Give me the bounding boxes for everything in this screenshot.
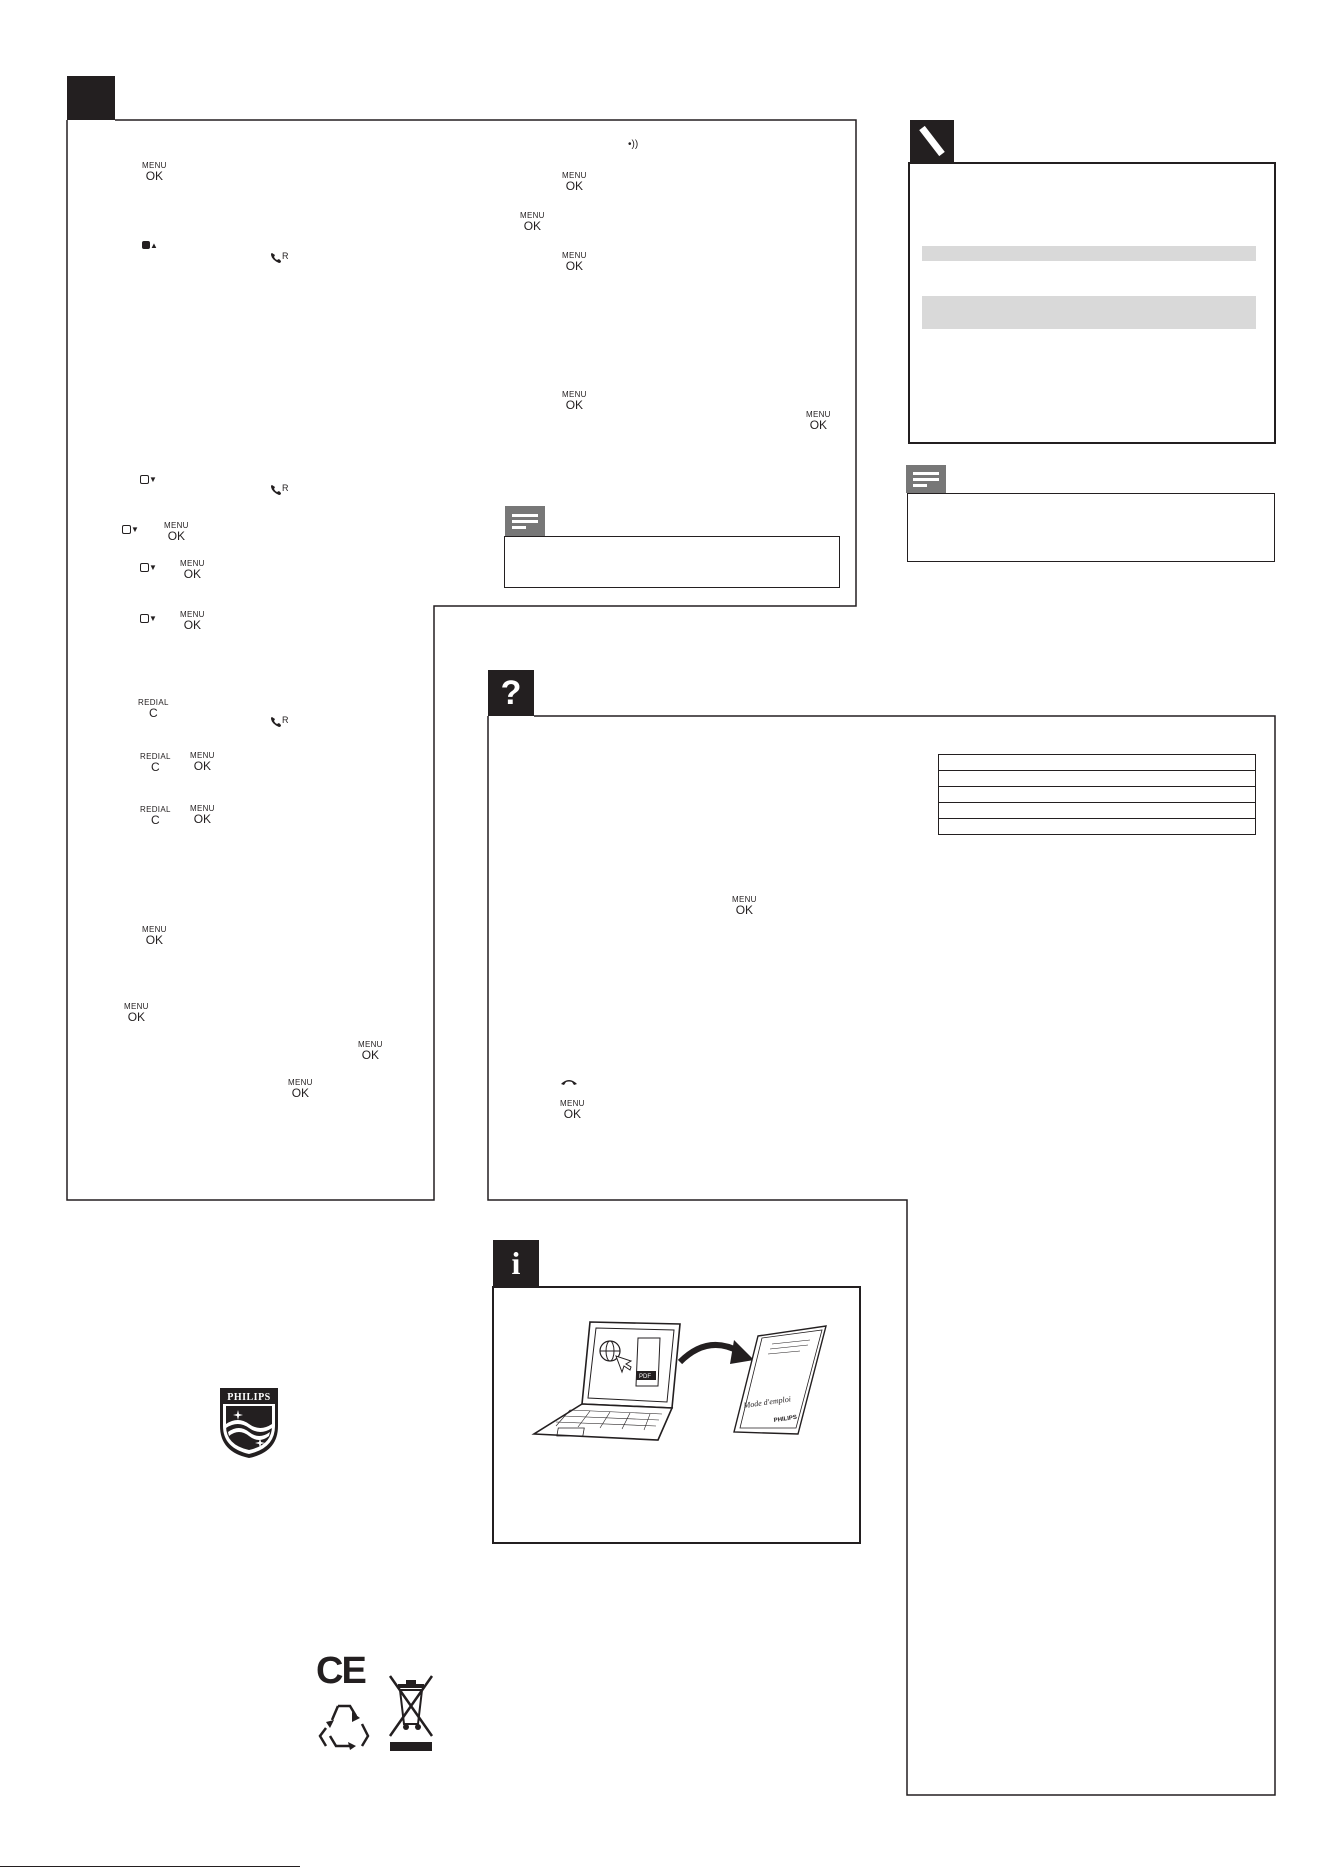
svg-text:Mode d'emploi: Mode d'emploi bbox=[743, 1394, 792, 1410]
menu-ok-key-17: MENU OK bbox=[560, 1099, 585, 1121]
phonebook-down-icon-4: ▼ bbox=[140, 613, 157, 624]
recycle-icon bbox=[316, 1700, 372, 1752]
table-row bbox=[939, 755, 1256, 771]
call-r-key-1: R bbox=[270, 252, 289, 264]
ce-mark: CE bbox=[316, 1650, 365, 1692]
footer-rule bbox=[0, 1866, 300, 1867]
menu-ok-key-3: MENU OK bbox=[180, 559, 205, 581]
menu-ok-key-15: MENU OK bbox=[806, 410, 831, 432]
download-manual-illustration bbox=[530, 1316, 830, 1446]
call-r-key-2: R bbox=[270, 484, 289, 496]
svg-text:PHILIPS: PHILIPS bbox=[227, 1392, 271, 1403]
philips-logo bbox=[218, 1386, 280, 1460]
table-row bbox=[939, 803, 1256, 819]
phonebook-up-icon: ▲ bbox=[142, 240, 158, 251]
hangup-icon bbox=[560, 1078, 578, 1089]
phonebook-down-icon-2: ▼ bbox=[122, 524, 139, 535]
call-r-key-3: R bbox=[270, 716, 289, 728]
menu-ok-key-13: MENU OK bbox=[562, 251, 587, 273]
table-row bbox=[939, 787, 1256, 803]
menu-ok-key-6: MENU OK bbox=[190, 804, 215, 826]
redial-c-key-3: REDIAL C bbox=[140, 805, 171, 827]
menu-ok-key-12: MENU OK bbox=[520, 211, 545, 233]
menu-ok-key-7: MENU OK bbox=[142, 925, 167, 947]
svg-text:PHILIPS: PHILIPS bbox=[773, 1414, 798, 1424]
menu-ok-key-10: MENU OK bbox=[288, 1078, 313, 1100]
menu-ok-key-1: MENU OK bbox=[142, 161, 167, 183]
info-icon: i bbox=[511, 1244, 521, 1281]
signal-icon: •)) bbox=[628, 139, 639, 150]
menu-ok-key-14: MENU OK bbox=[562, 390, 587, 412]
menu-ok-key-11: MENU OK bbox=[562, 171, 587, 193]
phonebook-down-icon-3: ▼ bbox=[140, 562, 157, 573]
menu-ok-key-8: MENU OK bbox=[124, 1002, 149, 1024]
svg-text:PDF: PDF bbox=[639, 1374, 651, 1380]
table-row bbox=[939, 771, 1256, 787]
weee-bin-icon bbox=[386, 1674, 436, 1754]
faq-table bbox=[938, 754, 1256, 835]
question-icon: ? bbox=[500, 673, 522, 712]
redial-c-key-2: REDIAL C bbox=[140, 752, 171, 774]
menu-ok-key-5: MENU OK bbox=[190, 751, 215, 773]
redial-c-key-1: REDIAL C bbox=[138, 698, 169, 720]
info-tab bbox=[493, 1240, 539, 1286]
menu-ok-key-16: MENU OK bbox=[732, 895, 757, 917]
menu-ok-key-9: MENU OK bbox=[358, 1040, 383, 1062]
table-row bbox=[939, 819, 1256, 835]
menu-ok-key-2: MENU OK bbox=[164, 521, 189, 543]
phonebook-down-icon-1: ▼ bbox=[140, 474, 157, 485]
menu-ok-key-4: MENU OK bbox=[180, 610, 205, 632]
